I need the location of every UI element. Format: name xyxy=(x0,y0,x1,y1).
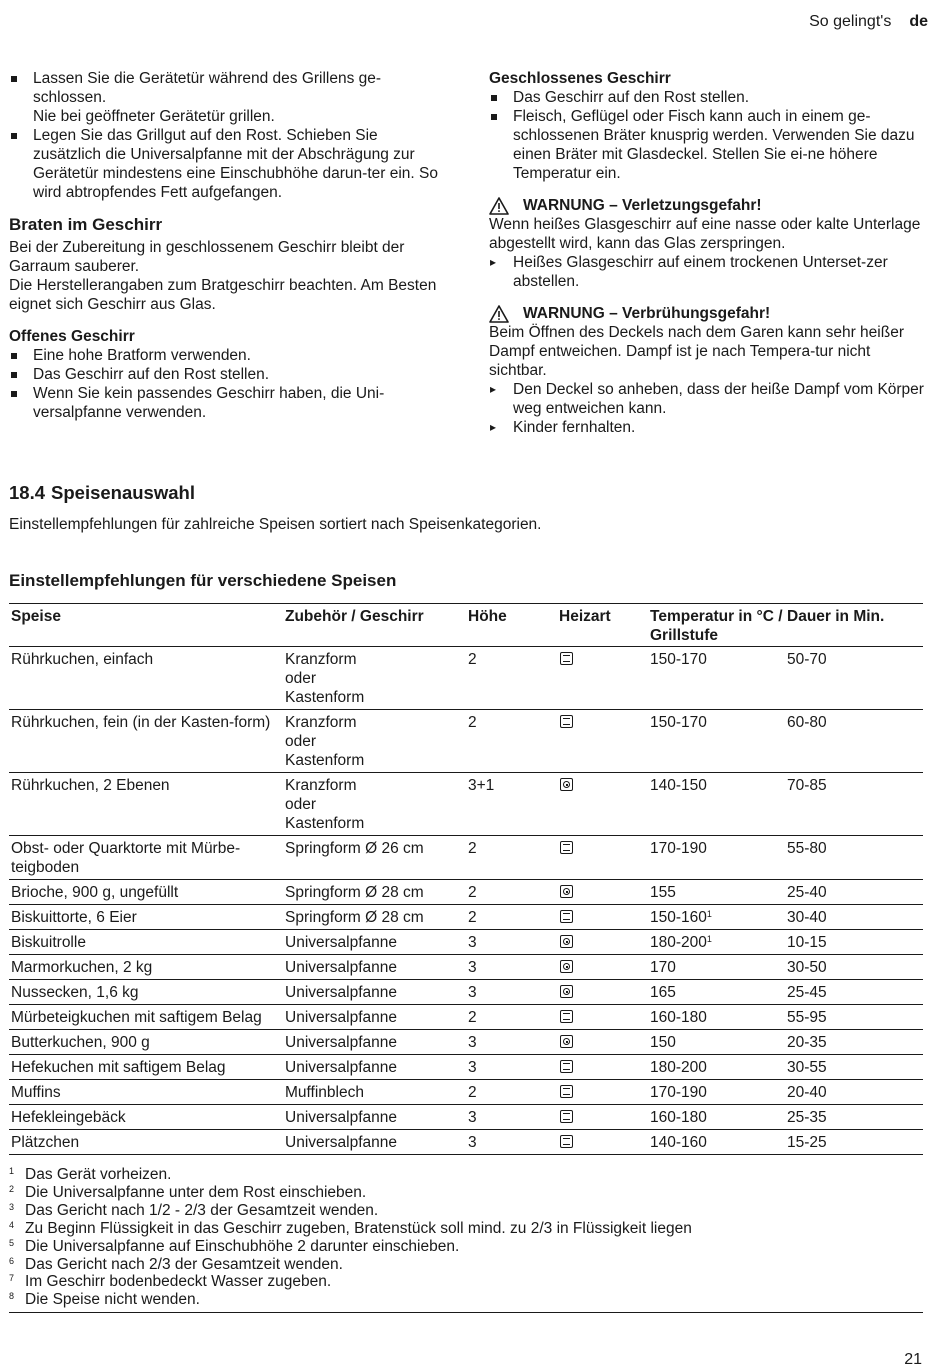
cell-speise-text: Plätzchen xyxy=(11,1134,80,1151)
table-row xyxy=(9,905,923,930)
warning-injury xyxy=(489,196,924,215)
header-language: de xyxy=(909,13,928,30)
braten-heading: Braten im Geschirr xyxy=(9,215,163,234)
header-section: So gelingt's xyxy=(809,13,892,30)
table-row xyxy=(9,1105,923,1130)
cell-temperatur xyxy=(648,980,785,1005)
list-item: ▸ Den Deckel so anheben, dass der heiße Dampf vom Körper weg entweichen kann. xyxy=(489,380,924,418)
warning-action-list xyxy=(489,253,924,291)
cell-zubehoer-text: Universalpfanne xyxy=(285,959,398,976)
cell-temperatur-text: 150-170 xyxy=(650,714,707,731)
footnote-text: Die Universalpfanne unter dem Rost einschieben. xyxy=(25,1183,367,1201)
list-item: Wenn Sie kein passendes Geschirr haben, die Uni-versalpfanne verwenden. xyxy=(9,384,449,422)
table-body xyxy=(9,647,923,1155)
cell-zubehoer-text: Springform Ø 28 cm xyxy=(285,909,424,926)
cell-zubehoer xyxy=(283,905,466,930)
footnote: 1 Das Gerät vorheizen. xyxy=(9,1166,172,1183)
cell-dauer-text: 20-40 xyxy=(787,1084,827,1101)
column-header: Speise xyxy=(9,604,283,647)
left-column xyxy=(9,69,449,422)
cell-dauer xyxy=(785,955,923,980)
cell-hoehe-text: 2 xyxy=(468,840,477,857)
cell-dauer-text: 60-80 xyxy=(787,714,827,731)
cell-dauer xyxy=(785,1030,923,1055)
cell-dauer xyxy=(785,905,923,930)
cell-heizart xyxy=(557,710,648,773)
cell-temperatur xyxy=(648,1105,785,1130)
offenes-geschirr-heading: Offenes Geschirr xyxy=(9,328,135,345)
cell-speise xyxy=(9,773,283,836)
cell-zubehoer xyxy=(283,880,466,905)
table-row xyxy=(9,880,923,905)
right-column xyxy=(489,69,924,437)
cell-zubehoer xyxy=(283,1080,466,1105)
cell-hoehe xyxy=(466,647,557,710)
cell-zubehoer-text: Muffinblech xyxy=(285,1084,364,1101)
cell-hoehe-text: 2 xyxy=(468,714,477,731)
footnote: 5 Die Universalpfanne auf Einschubhöhe 2 darunter einschieben. xyxy=(9,1237,460,1255)
cell-dauer xyxy=(785,836,923,880)
cell-heizart xyxy=(557,930,648,955)
footnote: 7 Im Geschirr bodenbedeckt Wasser zugeben. xyxy=(9,1273,332,1291)
cell-temperatur xyxy=(648,1005,785,1030)
cell-temperatur xyxy=(648,1030,785,1055)
cell-temperatur-text: 150-160 xyxy=(650,909,707,926)
warning-title: WARNUNG – Verbrühungsgefahr! xyxy=(523,305,771,322)
cell-temperatur-text: 160-180 xyxy=(650,1009,707,1026)
list-item: Eine hohe Bratform verwenden. xyxy=(9,346,449,365)
cell-temperatur xyxy=(648,773,785,836)
cell-zubehoer-text: Kranzform oder Kastenform xyxy=(285,777,365,832)
cell-heizart xyxy=(557,880,648,905)
top-bottom-heat-icon xyxy=(560,715,573,728)
cell-hoehe-text: 2 xyxy=(468,909,477,926)
braten-paragraph: Bei der Zubereitung in geschlossenem Geschirr bleibt der Garraum sauberer. xyxy=(9,239,405,275)
cell-dauer xyxy=(785,880,923,905)
hot-air-icon xyxy=(560,935,573,948)
footnote-text: Das Gericht nach 2/3 der Gesamtzeit wenden. xyxy=(25,1255,343,1273)
footnote: 6 Das Gericht nach 2/3 der Gesamtzeit wenden. xyxy=(9,1255,343,1273)
cell-dauer-text: 25-45 xyxy=(787,984,827,1001)
cell-temperatur-text: 170-190 xyxy=(650,840,707,857)
cell-dauer-text: 55-95 xyxy=(787,1009,827,1026)
cell-speise-text: Rührkuchen, einfach xyxy=(11,651,154,668)
cell-speise-text: Mürbeteigkuchen mit saftigem Belag xyxy=(11,1009,262,1026)
warning-scald xyxy=(489,304,924,323)
cell-speise xyxy=(9,1105,283,1130)
cell-hoehe-text: 2 xyxy=(468,1084,477,1101)
cell-zubehoer-text: Kranzform oder Kastenform xyxy=(285,714,365,769)
cell-speise-text: Hefekleingebäck xyxy=(11,1109,126,1126)
cell-heizart xyxy=(557,1030,648,1055)
table-row xyxy=(9,1005,923,1030)
cell-speise xyxy=(9,836,283,880)
cell-zubehoer xyxy=(283,836,466,880)
cell-temperatur xyxy=(648,930,785,955)
table-row xyxy=(9,980,923,1005)
warning-triangle-icon xyxy=(489,305,509,323)
section-heading xyxy=(9,483,195,502)
cell-zubehoer-text: Universalpfanne xyxy=(285,1109,398,1126)
cell-heizart xyxy=(557,980,648,1005)
cell-zubehoer xyxy=(283,1030,466,1055)
list-item: Legen Sie das Grillgut auf den Rost. Schieben Sie zusätzlich die Universalpfanne mit der Abschrägung zur Gerätetür mindestens eine Einschubhöhe darun-ter ein. So wird abtropfendes Fett aufgefangen. xyxy=(9,126,449,202)
column-header: Heizart xyxy=(557,604,648,647)
cell-speise xyxy=(9,1130,283,1155)
cell-zubehoer xyxy=(283,1130,466,1155)
cell-speise xyxy=(9,1030,283,1055)
cell-zubehoer xyxy=(283,1055,466,1080)
running-header xyxy=(809,12,928,31)
cell-dauer xyxy=(785,980,923,1005)
top-bottom-heat-icon xyxy=(560,1135,573,1148)
cell-hoehe-text: 3 xyxy=(468,959,477,976)
section-number: 18.4 xyxy=(9,482,46,503)
cell-temperatur-text: 170-190 xyxy=(650,1084,707,1101)
table-row xyxy=(9,1055,923,1080)
table-title: Einstellempfehlungen für verschiedene Speisen xyxy=(9,571,397,590)
cell-hoehe xyxy=(466,836,557,880)
cell-hoehe xyxy=(466,1130,557,1155)
cell-zubehoer xyxy=(283,1105,466,1130)
cell-speise xyxy=(9,1080,283,1105)
warning-title: WARNUNG – Verletzungsgefahr! xyxy=(523,197,762,214)
cell-speise xyxy=(9,647,283,710)
table-row xyxy=(9,955,923,980)
cell-temperatur-text: 140-150 xyxy=(650,777,707,794)
cell-speise-text: Rührkuchen, 2 Ebenen xyxy=(11,777,170,794)
section-title: Speisenauswahl xyxy=(51,482,195,503)
cell-speise-text: Biskuittorte, 6 Eier xyxy=(11,909,137,926)
cell-dauer xyxy=(785,773,923,836)
list-item: Fleisch, Geflügel oder Fisch kann auch in einem ge-schlossenen Bräter knusprig werden. Verwenden Sie dazu einen Bräter mit Glasdeckel. Stellen Sie ei-ne höhere Temperatur ein. xyxy=(489,107,924,183)
cell-dauer xyxy=(785,1105,923,1130)
braten-paragraph: Die Herstellerangaben zum Bratgeschirr beachten. Am Besten eignet sich Geschirr aus Glas. xyxy=(9,277,437,313)
cell-speise xyxy=(9,955,283,980)
top-bottom-heat-icon xyxy=(560,910,573,923)
footnote-text: Die Universalpfanne auf Einschubhöhe 2 darunter einschieben. xyxy=(25,1237,460,1255)
footnote: 3 Das Gericht nach 1/2 - 2/3 der Gesamtzeit wenden. xyxy=(9,1201,379,1219)
cell-heizart xyxy=(557,773,648,836)
footnote-text: Im Geschirr bodenbedeckt Wasser zugeben. xyxy=(25,1273,332,1291)
cell-hoehe xyxy=(466,1030,557,1055)
cell-hoehe xyxy=(466,1105,557,1130)
column-header: Höhe xyxy=(466,604,557,647)
list-item: ▸ Kinder fernhalten. xyxy=(489,418,924,437)
top-bottom-heat-icon xyxy=(560,652,573,665)
cell-temperatur-text: 150-170 xyxy=(650,651,707,668)
cell-hoehe xyxy=(466,930,557,955)
footnote: 2 Die Universalpfanne unter dem Rost einschieben. xyxy=(9,1183,367,1201)
cell-hoehe-text: 3 xyxy=(468,1134,477,1151)
cell-speise-text: Marmorkuchen, 2 kg xyxy=(11,959,153,976)
cell-dauer-text: 25-35 xyxy=(787,1109,827,1126)
cell-dauer-text: 50-70 xyxy=(787,651,827,668)
cell-zubehoer xyxy=(283,980,466,1005)
top-bottom-heat-icon xyxy=(560,1110,573,1123)
warning-triangle-icon xyxy=(489,197,509,215)
cell-temperatur-text: 170 xyxy=(650,959,676,976)
cell-zubehoer-text: Springform Ø 28 cm xyxy=(285,884,424,901)
cell-temperatur-text: 165 xyxy=(650,984,676,1001)
cell-hoehe xyxy=(466,1080,557,1105)
cell-hoehe xyxy=(466,955,557,980)
cell-speise-text: Biskuitrolle xyxy=(11,934,86,951)
cell-zubehoer-text: Universalpfanne xyxy=(285,1134,398,1151)
offenes-bullet-list xyxy=(9,346,449,422)
cell-speise-text: Nussecken, 1,6 kg xyxy=(11,984,139,1001)
cell-dauer xyxy=(785,1055,923,1080)
cell-temperatur xyxy=(648,1080,785,1105)
hot-air-icon xyxy=(560,985,573,998)
cell-speise-text: Butterkuchen, 900 g xyxy=(11,1034,150,1051)
cell-speise xyxy=(9,1005,283,1030)
cell-heizart xyxy=(557,1055,648,1080)
table-row xyxy=(9,930,923,955)
cell-temperatur xyxy=(648,1055,785,1080)
top-bottom-heat-icon xyxy=(560,1010,573,1023)
cell-zubehoer xyxy=(283,930,466,955)
cell-hoehe xyxy=(466,773,557,836)
top-bottom-heat-icon xyxy=(560,841,573,854)
cell-speise xyxy=(9,905,283,930)
table-row xyxy=(9,1130,923,1155)
cell-dauer-text: 70-85 xyxy=(787,777,827,794)
cell-hoehe xyxy=(466,980,557,1005)
footnote-text: Die Speise nicht wenden. xyxy=(25,1291,200,1309)
cell-hoehe xyxy=(466,905,557,930)
warning-text: Wenn heißes Glasgeschirr auf eine nasse oder kalte Unterlage abgestellt wird, kann das Glas zerspringen. xyxy=(489,216,921,252)
cell-dauer-text: 30-55 xyxy=(787,1059,827,1076)
cell-hoehe xyxy=(466,1055,557,1080)
cell-speise-text: Obst- oder Quarktorte mit Mürbe-teigboden xyxy=(11,840,241,876)
cell-zubehoer-text: Springform Ø 26 cm xyxy=(285,840,424,857)
cell-temperatur-text: 180-200 xyxy=(650,1059,707,1076)
footnote-text: Das Gericht nach 1/2 - 2/3 der Gesamtzeit wenden. xyxy=(25,1201,379,1219)
cell-temperatur-text: 160-180 xyxy=(650,1109,707,1126)
footnotes xyxy=(9,1166,923,1313)
cell-hoehe-text: 3 xyxy=(468,1034,477,1051)
cell-hoehe-text: 3 xyxy=(468,934,477,951)
cell-dauer xyxy=(785,1130,923,1155)
list-item: ▸ Heißes Glasgeschirr auf einem trockenen Unterset-zer abstellen. xyxy=(489,253,924,291)
hot-air-icon xyxy=(560,885,573,898)
cell-hoehe-text: 3+1 xyxy=(468,777,495,794)
cell-temperatur xyxy=(648,836,785,880)
section-intro: Einstellempfehlungen für zahlreiche Speisen sortiert nach Speisenkategorien. xyxy=(9,516,542,533)
column-header: Dauer in Min. xyxy=(785,604,923,647)
cell-zubehoer xyxy=(283,1005,466,1030)
list-item: Das Geschirr auf den Rost stellen. xyxy=(9,365,449,384)
cell-zubehoer-text: Universalpfanne xyxy=(285,1059,398,1076)
cell-dauer-text: 30-40 xyxy=(787,909,827,926)
cell-dauer-text: 10-15 xyxy=(787,934,827,951)
cell-hoehe-text: 2 xyxy=(468,651,477,668)
cell-hoehe-text: 2 xyxy=(468,1009,477,1026)
recommendations-table xyxy=(9,603,923,1155)
cell-heizart xyxy=(557,1080,648,1105)
warning-action-list xyxy=(489,380,924,437)
cell-dauer xyxy=(785,710,923,773)
cell-zubehoer xyxy=(283,647,466,710)
column-header: Zubehör / Geschirr xyxy=(283,604,466,647)
cell-hoehe xyxy=(466,710,557,773)
cell-temperatur xyxy=(648,880,785,905)
cell-heizart xyxy=(557,1105,648,1130)
footnote: 8 Die Speise nicht wenden. xyxy=(9,1291,200,1309)
table-row xyxy=(9,1080,923,1105)
cell-zubehoer-text: Universalpfanne xyxy=(285,1009,398,1026)
cell-temperatur-text: 140-160 xyxy=(650,1134,707,1151)
cell-dauer-text: 55-80 xyxy=(787,840,827,857)
table-row xyxy=(9,710,923,773)
page-number: 21 xyxy=(904,1351,922,1368)
cell-zubehoer-text: Kranzform oder Kastenform xyxy=(285,651,365,706)
cell-zubehoer xyxy=(283,773,466,836)
cell-speise xyxy=(9,980,283,1005)
cell-heizart xyxy=(557,955,648,980)
cell-zubehoer-text: Universalpfanne xyxy=(285,984,398,1001)
geschlossenes-geschirr-heading: Geschlossenes Geschirr xyxy=(489,70,671,87)
cell-dauer xyxy=(785,1080,923,1105)
cell-dauer xyxy=(785,647,923,710)
cell-temperatur-text: 150 xyxy=(650,1034,676,1051)
cell-temperatur xyxy=(648,955,785,980)
cell-dauer-text: 20-35 xyxy=(787,1034,827,1051)
cell-heizart xyxy=(557,836,648,880)
hot-air-icon xyxy=(560,778,573,791)
table-row xyxy=(9,836,923,880)
cell-dauer-text: 15-25 xyxy=(787,1134,827,1151)
cell-speise-text: Hefekuchen mit saftigem Belag xyxy=(11,1059,226,1076)
cell-hoehe xyxy=(466,1005,557,1030)
footnote-text: Das Gerät vorheizen. xyxy=(25,1166,172,1183)
cell-speise xyxy=(9,930,283,955)
footnote: 4 Zu Beginn Flüssigkeit in das Geschirr zugeben, Bratenstück soll mind. zu 2/3 in Flüssigkeit liegen xyxy=(9,1219,692,1237)
cell-dauer-text: 30-50 xyxy=(787,959,827,976)
cell-speise xyxy=(9,1055,283,1080)
cell-heizart xyxy=(557,647,648,710)
cell-dauer-text: 25-40 xyxy=(787,884,827,901)
cell-zubehoer xyxy=(283,710,466,773)
cell-hoehe-text: 3 xyxy=(468,1059,477,1076)
footnote-ref: 1 xyxy=(706,934,712,944)
table-row xyxy=(9,1030,923,1055)
geschlossenes-bullet-list xyxy=(489,88,924,183)
hot-air-icon xyxy=(560,1035,573,1048)
cell-temperatur-text: 155 xyxy=(650,884,676,901)
cell-hoehe-text: 3 xyxy=(468,1109,477,1126)
hot-air-icon xyxy=(560,960,573,973)
top-bottom-heat-icon xyxy=(560,1060,573,1073)
cell-speise xyxy=(9,710,283,773)
cell-heizart xyxy=(557,1005,648,1030)
cell-hoehe xyxy=(466,880,557,905)
list-item: Das Geschirr auf den Rost stellen. xyxy=(489,88,924,107)
cell-dauer xyxy=(785,1005,923,1030)
footnote-ref: 1 xyxy=(706,909,712,919)
cell-temperatur xyxy=(648,905,785,930)
column-header: Temperatur in °C / Grillstufe xyxy=(648,604,785,647)
cell-speise-text: Rührkuchen, fein (in der Kasten-form) xyxy=(11,714,271,731)
warning-text: Beim Öffnen des Deckels nach dem Garen kann sehr heißer Dampf entweichen. Dampf ist je nach Tempera-tur nicht sichtbar. xyxy=(489,324,904,379)
cell-speise-text: Muffins xyxy=(11,1084,61,1101)
cell-dauer xyxy=(785,930,923,955)
table-header-row xyxy=(9,604,923,647)
cell-hoehe-text: 2 xyxy=(468,884,477,901)
footnote-text: Zu Beginn Flüssigkeit in das Geschirr zugeben, Bratenstück soll mind. zu 2/3 in Flüssigkeit liegen xyxy=(25,1219,692,1237)
cell-speise-text: Brioche, 900 g, ungefüllt xyxy=(11,884,179,901)
cell-heizart xyxy=(557,1130,648,1155)
cell-temperatur xyxy=(648,647,785,710)
list-item: Lassen Sie die Gerätetür während des Grillens ge-schlossen. Nie bei geöffneter Gerätetür grillen. xyxy=(9,69,449,126)
cell-zubehoer-text: Universalpfanne xyxy=(285,934,398,951)
top-bottom-heat-icon xyxy=(560,1085,573,1098)
cell-zubehoer xyxy=(283,955,466,980)
cell-speise xyxy=(9,880,283,905)
grill-bullet-list xyxy=(9,69,449,202)
cell-temperatur xyxy=(648,710,785,773)
table-row xyxy=(9,647,923,710)
cell-temperatur xyxy=(648,1130,785,1155)
cell-temperatur-text: 180-200 xyxy=(650,934,707,951)
table-row xyxy=(9,773,923,836)
cell-heizart xyxy=(557,905,648,930)
cell-zubehoer-text: Universalpfanne xyxy=(285,1034,398,1051)
cell-hoehe-text: 3 xyxy=(468,984,477,1001)
